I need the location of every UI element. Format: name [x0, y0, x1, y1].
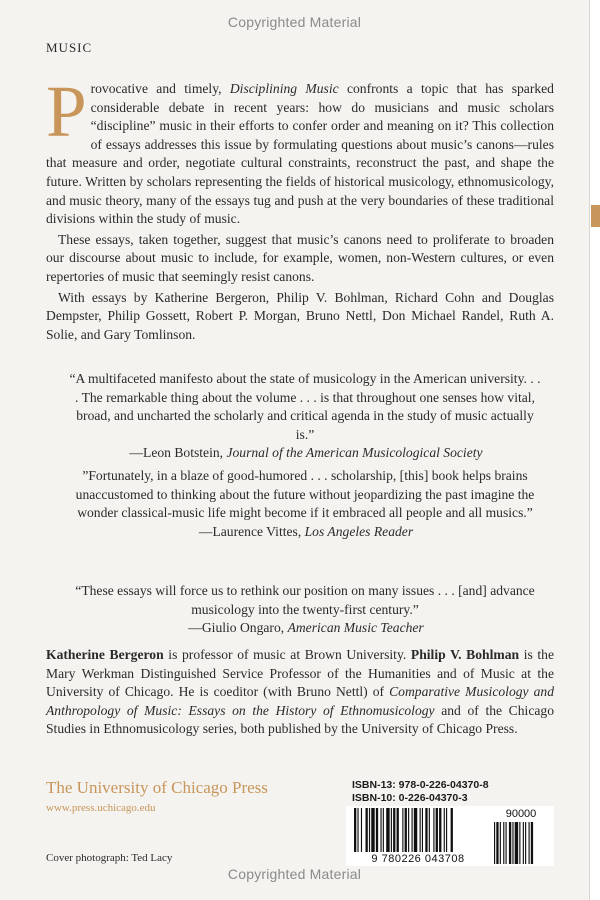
bio-text: is the Mary Werkman Distinguished Service Professor of the Humanities and of Music at the University of Chicago. He is coeditor (with Bruno Nettl) of — [46, 647, 555, 700]
review-quote: ”Fortunately, in a blaze of good-humored . . . scholarship, [this] book helps brains unaccustomed to thinking about the future without jeopardizing the past imagine the wonder classical-music life might become if it embraced all people and all musics.” — [75, 468, 535, 521]
description-text: rovocative and timely, — [90, 81, 230, 96]
copyright-watermark-bottom: Copyrighted Material — [227, 866, 362, 882]
review-credit — [68, 523, 542, 542]
review-author: —Laurence Vittes, — [198, 523, 305, 539]
review-blurb — [68, 370, 542, 463]
review-blurb — [68, 467, 542, 541]
contributors-paragraph: With essays by Katherine Bergeron, Philip V. Bohlman, Richard Cohn and Douglas Dempster, Philip Gossett, Robert P. Morgan, Bruno Nettl, Don Michael Randel, Ruth A. Solie, and Gary Tomlinson. — [46, 289, 554, 342]
bio-text: is professor of music at Brown University. — [163, 647, 411, 662]
page-edge — [589, 0, 600, 900]
isbn-10: ISBN-10: 0-226-04370-3 — [352, 792, 468, 804]
barcode — [346, 806, 554, 866]
book-title: Comparative Musicology and Anthropology of Music: Essays on the History of Ethnomusicology — [46, 684, 555, 718]
price-addon-number: 90000 — [505, 808, 537, 820]
isbn-13: ISBN-13: 978-0-226-04370-8 — [352, 779, 489, 791]
category-label: MUSIC — [46, 40, 93, 55]
drop-cap-letter: P — [46, 71, 87, 152]
description-text: confronts a topic that has sparked considerable debate in recent years: how do musicians and music scholars “discipline” music in their efforts to confer order and meaning on it? This collection of essays addresses this issue by formulating questions about music’s canons—rules that measure and order, negotiate cultural constraints, reconstruct the past, and shape the future. Written by scholars representing the fields of historical musicology, ethnomusicology, and music theory, many of the essays tug and push at the very boundaries of these traditional divisions within the study of music. — [46, 81, 554, 227]
publisher-name: The University of Chicago Press — [46, 778, 268, 797]
description-paragraph-2: These essays, taken together, suggest that music’s canons need to proliferate to broaden our discourse about music to include, for example, women, non-Western cultures, or even repertories of music that seemingly resist canons. — [46, 231, 554, 284]
review-author: —Giulio Ongaro, — [188, 620, 288, 636]
copyright-watermark-top: Copyrighted Material — [227, 14, 362, 30]
review-source: Los Angeles Reader — [304, 523, 414, 539]
review-quote: “These essays will force us to rethink our position on many issues . . . [and] advance musicology into the twenty-first century.” — [75, 583, 535, 617]
review-author: —Leon Botstein, — [129, 445, 227, 461]
cover-photo-credit: Cover photograph: Ted Lacy — [46, 852, 173, 864]
bio-text: and of the Chicago Studies in Ethnomusicology series, both published by the University of Chicago Press. — [46, 702, 554, 737]
review-credit — [68, 619, 542, 638]
spine-color-tab — [591, 205, 600, 227]
editor-bios — [46, 646, 554, 739]
review-source: Journal of the American Musicological Society — [226, 445, 483, 461]
book-description — [46, 71, 554, 344]
barcode-number: 9 780226 043708 — [371, 853, 465, 865]
editor-name: Philip V. Bohlman — [410, 647, 520, 662]
review-source: American Music Teacher — [287, 620, 424, 636]
review-quote: “A multifaceted manifesto about the state of musicology in the American university. . . . The remarkable thing about the volume . . . is that throughout one senses how vital, broad, and uncharted the scholarly and critical agenda in the study of music actually is.” — [69, 371, 541, 442]
book-title: Disciplining Music — [229, 81, 339, 96]
review-credit — [68, 444, 542, 463]
editor-name: Katherine Bergeron — [46, 647, 164, 662]
review-blurb — [68, 582, 542, 638]
publisher-url: www.press.uchicago.edu — [46, 802, 156, 814]
description-paragraph-1 — [46, 71, 554, 229]
